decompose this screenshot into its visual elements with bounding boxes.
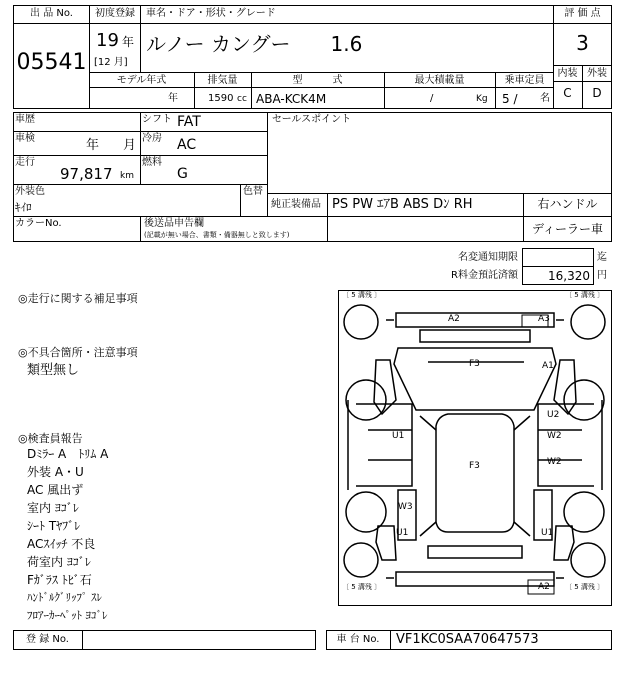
wheel-circle — [344, 305, 378, 339]
ext-color-value: ｷｲﾛ — [15, 201, 32, 214]
inspector-line: 荷室内 ﾖｺﾞﾚ — [27, 555, 91, 569]
sales-points-label: セールスポイント — [272, 114, 352, 125]
damage-mark: F3 — [469, 359, 480, 369]
lot-number: 05541 — [16, 50, 87, 75]
fuel-value: G — [177, 166, 188, 182]
recycle-label: R料金預託済額 — [451, 270, 518, 281]
wheel-circle — [571, 305, 605, 339]
wheel-circle — [346, 380, 386, 420]
reg-year: 19 — [96, 30, 119, 51]
inspector-line: 室内 ﾖｺﾞﾚ — [27, 501, 79, 515]
equipment-value: PS PW ｴｱB ABS Dﾝ RH — [332, 197, 473, 212]
ext-color-label: 外装色 — [15, 186, 45, 197]
reg-no-label: 登 録 No. — [26, 634, 69, 645]
name-change-unit: 迄 — [597, 252, 607, 263]
exterior-grade: D — [592, 86, 602, 100]
inspector-line: ﾌﾛｱｰｶｰﾍﾟｯﾄ ﾖｺﾞﾚ — [27, 609, 108, 622]
ac-label: 冷房 — [142, 133, 162, 144]
interior-grade: C — [563, 86, 572, 100]
doc-note: (記載が無い場合、書類・備器無しと致します) — [144, 231, 290, 239]
equipment-label: 純正装備品 — [271, 199, 321, 210]
dealer-value: ディーラー車 — [531, 222, 604, 236]
defects-heading: ◎不具合箇所・注意事項 — [18, 346, 138, 359]
color-change-label: 色替 — [243, 186, 263, 197]
car-name: ルノー カングー 1.6 — [146, 32, 363, 56]
reg-year-unit: 年 — [122, 35, 135, 49]
score-label: 評 価 点 — [564, 8, 601, 19]
first-reg-label: 初度登録 — [95, 8, 135, 19]
inspector-line: ｼｰﾄ Tﾔﾌﾞﾚ — [27, 519, 81, 533]
damage-mark: U1 — [392, 431, 405, 441]
car-diagram-drawing — [338, 290, 612, 606]
displacement-value: 1590 — [208, 93, 234, 104]
tire-tread-bottom-right: 〔 5 溝残 〕 — [565, 583, 605, 591]
damage-mark: W2 — [547, 431, 562, 441]
mileage-unit: km — [120, 171, 134, 181]
tire-tread-bottom-left: 〔 5 溝残 〕 — [342, 583, 382, 591]
displacement-unit: cc — [237, 94, 247, 104]
damage-mark: A3 — [538, 314, 550, 324]
steering-value: 右ハンドル — [537, 197, 598, 211]
color-no-label: カラーNo. — [15, 218, 62, 229]
doc-label: 後送品申告欄 — [144, 218, 204, 229]
inspector-line: ACｽｲｯﾁ 不良 — [27, 537, 96, 551]
model-label: 型 式 — [292, 75, 343, 86]
inspection-year-unit: 年 — [86, 138, 100, 153]
shift-value: FAT — [177, 114, 201, 130]
name-change-value-box — [522, 248, 594, 267]
recycle-unit: 円 — [597, 270, 607, 281]
car-name-label: 車名・ドア・形状・グレード — [146, 8, 276, 19]
damage-mark: A2 — [448, 314, 460, 324]
damage-mark: F3 — [469, 461, 480, 471]
model-value: ABA-KCK4M — [256, 92, 327, 106]
inspection-label: 車検 — [15, 133, 35, 144]
max-load-label: 最大積載量 — [414, 75, 465, 86]
damage-mark: U1 — [541, 528, 554, 538]
inspector-lines — [27, 446, 307, 625]
displacement-label: 排気量 — [207, 75, 238, 86]
reg-month: [12 月] — [94, 57, 128, 68]
recycle-amount: 16,320 — [548, 269, 590, 283]
inspector-line: ﾊﾝﾄﾞﾙｸﾞﾘｯﾌﾟ ｽﾚ — [27, 591, 102, 604]
exterior-label: 外装 — [587, 68, 607, 79]
ac-value: AC — [177, 137, 197, 153]
interior-label: 内装 — [557, 68, 578, 79]
fuel-label: 燃料 — [142, 157, 162, 168]
driving-heading: ◎走行に関する補足事項 — [18, 292, 138, 305]
damage-mark: W2 — [547, 457, 562, 467]
tire-tread-top-right: 〔 5 溝残 〕 — [565, 291, 605, 299]
chassis-label: 車 台 No. — [336, 634, 380, 645]
capacity-value: 5 / — [502, 92, 518, 106]
name-change-label: 名変通知期限 — [458, 252, 518, 263]
mileage-label: 走行 — [15, 157, 35, 168]
model-year-unit: 年 — [168, 93, 178, 104]
damage-mark: U2 — [547, 410, 560, 420]
lot-label: 出 品 No. — [30, 8, 73, 19]
shift-label: シフト — [142, 114, 172, 125]
history-label: 車歴 — [15, 114, 35, 125]
inspector-line: Fｶﾞﾗｽ ﾄﾋﾞ石 — [27, 573, 92, 587]
model-year-label: モデル年式 — [116, 75, 167, 86]
max-load-unit: Kg — [476, 94, 488, 104]
chassis-number: VF1KC0SAA70647573 — [396, 632, 539, 647]
capacity-unit: 名 — [540, 93, 550, 104]
inspector-line: Dﾐﾗｰ A ﾄﾘﾑ A — [27, 447, 109, 461]
damage-mark: W3 — [398, 502, 413, 512]
capacity-label: 乗車定員 — [504, 75, 545, 86]
score-value: 3 — [576, 31, 589, 55]
inspector-line: 外装 A・U — [27, 465, 84, 479]
tire-tread-top-left: 〔 5 溝残 〕 — [342, 291, 382, 299]
damage-mark: A2 — [538, 582, 550, 592]
inspection-month-unit: 月 — [123, 138, 137, 153]
wheel-circle — [564, 380, 604, 420]
mileage-value: 97,817 — [60, 165, 113, 183]
wheel-circle — [571, 543, 605, 577]
inspector-line: AC 風出ず — [27, 483, 84, 497]
max-load-value: / — [430, 93, 434, 104]
damage-mark: U1 — [396, 528, 409, 538]
wheel-circle — [344, 543, 378, 577]
defects-text: 類型無し — [27, 363, 80, 378]
inspector-heading: ◎検査員報告 — [18, 432, 83, 445]
damage-mark: A1 — [542, 361, 554, 371]
